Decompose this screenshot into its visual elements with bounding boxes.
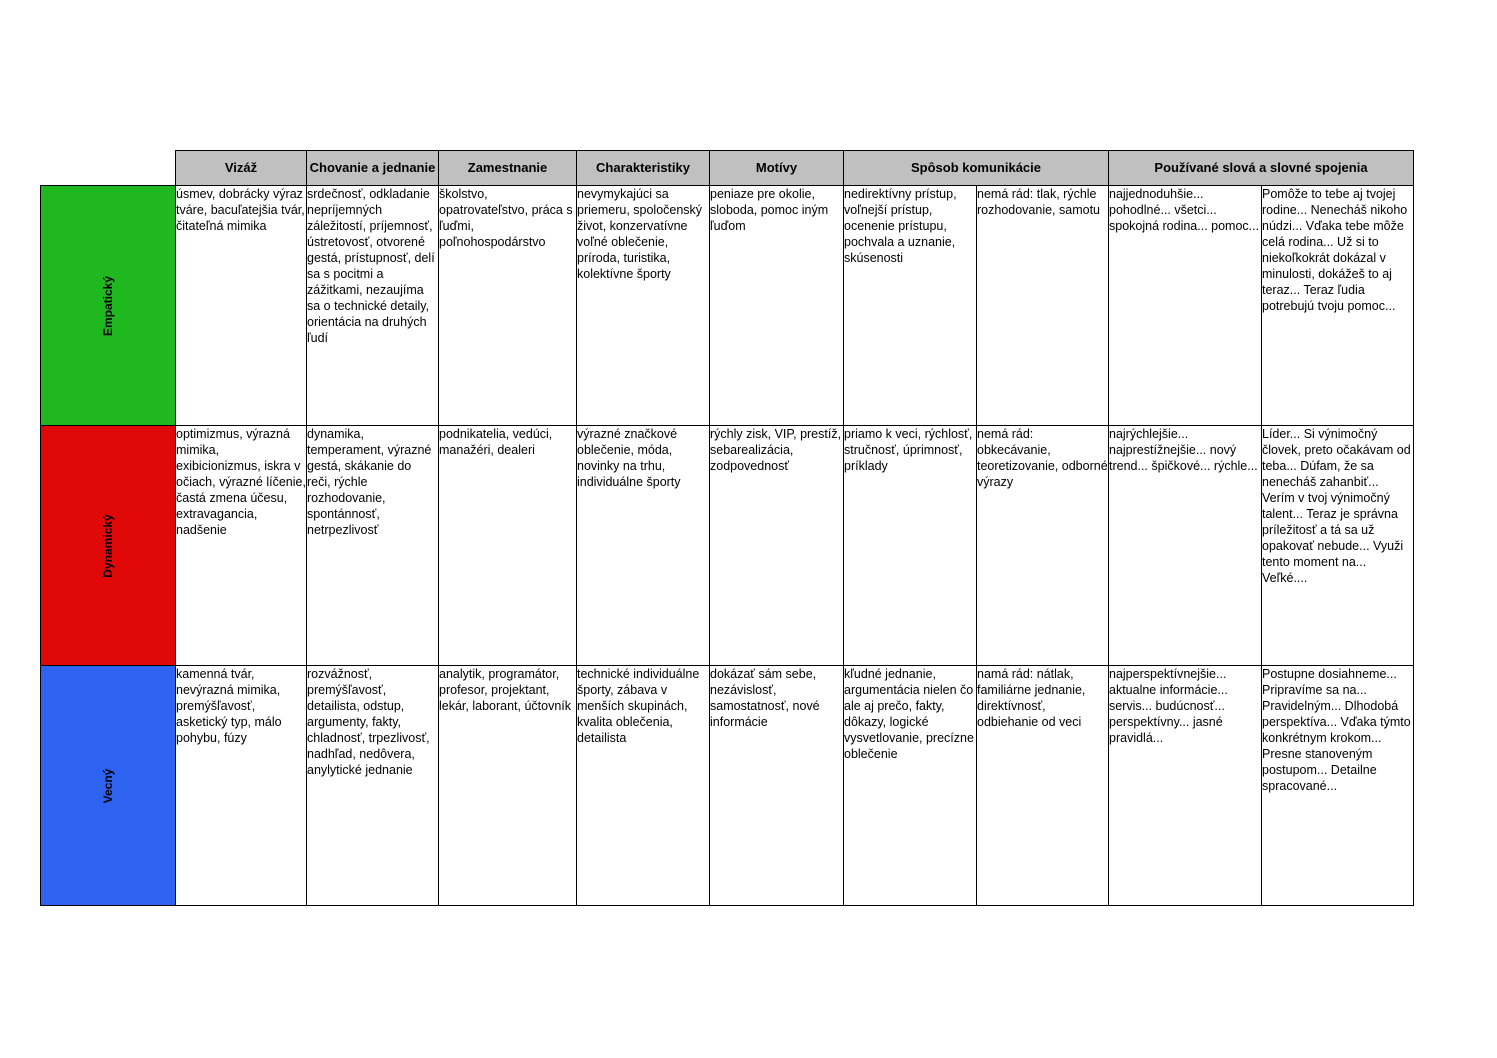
header-motivy: Motívy [710,151,844,186]
header-row [41,151,1414,186]
header-charakteristiky: Charakteristiky [577,151,710,186]
table-cell: technické individuálne športy, zábava v menších skupinách, kvalita oblečenia, detailista [577,666,710,906]
table-cell: Pomôže to tebe aj tvojej rodine... Nenecháš nikoho núdzi... Vďaka tebe môže celá rodina... Už si to niekoľkokrát dokázal v minulosti, dokážeš to aj teraz... Teraz ľudia potrebujú tvoju pomoc... [1262,186,1414,426]
table-cell: priamo k veci, rýchlosť, stručnosť, úprimnosť, príklady [844,426,977,666]
type-label-text: Dynamický [101,513,115,578]
table-cell: úsmev, dobrácky výraz tváre, bacuľatejšia tvár, čitateľná mimika [176,186,307,426]
header-sposob-komunikacie: Spôsob komunikácie [844,151,1109,186]
table-cell: dynamika, temperament, výrazné gestá, skákanie do reči, rýchle rozhodovanie, spontánnosť, netrpezlivosť [307,426,439,666]
header-zamestnanie: Zamestnanie [439,151,577,186]
header-pouzivane-slova: Používané slová a slovné spojenia [1109,151,1414,186]
table-cell: kľudné jednanie, argumentácia nielen čo ale aj prečo, fakty, dôkazy, logické vysvetlovanie, precízne oblečenie [844,666,977,906]
table-cell: nevymykajúci sa priemeru, spoločenský život, konzervatívne voľné oblečenie, príroda, turistika, kolektívne športy [577,186,710,426]
type-label-empaticky [41,186,176,426]
table-cell: najperspektívnejšie... aktualne informácie... servis... budúcnosť... perspektívny... jasné pravidlá... [1109,666,1262,906]
header-vizaz: Vizáž [176,151,307,186]
type-label-text: Vecný [101,768,115,803]
table-row [41,426,1414,666]
table-cell: nedirektívny prístup, voľnejší prístup, ocenenie prístupu, pochvala a uznanie, skúsenosti [844,186,977,426]
table-cell: peniaze pre okolie, sloboda, pomoc iným ľuďom [710,186,844,426]
type-label-text: Empatický [101,275,115,336]
table-cell: nemá rád: obkecávanie, teoretizovanie, odborné výrazy [977,426,1109,666]
table-cell: výrazné značkové oblečenie, móda, novinky na trhu, individuálne športy [577,426,710,666]
table-cell: rýchly zisk, VIP, prestíž, sebarealizácia, zodpovednosť [710,426,844,666]
table-row [41,666,1414,906]
table-cell: kamenná tvár, nevýrazná mimika, premýšľavosť, asketický typ, málo pohybu, fúzy [176,666,307,906]
table-cell: analytik, programátor, profesor, projektant, lekár, laborant, účtovník [439,666,577,906]
table-cell: namá rád: nátlak, familiárne jednanie, direktívnosť, odbiehanie od veci [977,666,1109,906]
table-cell: optimizmus, výrazná mimika, exibicionizmus, iskra v očiach, výrazné líčenie, častá zmena účesu, extravagancia, nadšenie [176,426,307,666]
table-cell: školstvo, opatrovateľstvo, práca s ľuďmi, poľnohospodárstvo [439,186,577,426]
personality-types-table [40,150,1414,906]
table-cell: Postupne dosiahneme... Pripravíme sa na... Pravidelným... Dlhodobá perspektíva... Vďaka týmto konkrétnym krokom... Presne stanoveným postupom... Detailne spracované... [1262,666,1414,906]
table-cell: dokázať sám sebe, nezávislosť, samostatnosť, nové informácie [710,666,844,906]
table-cell: najrýchlejšie... najprestížnejšie... nový trend... špičkové... rýchle... [1109,426,1262,666]
header-chovanie: Chovanie a jednanie [307,151,439,186]
type-label-dynamicky [41,426,176,666]
table-row [41,186,1414,426]
table-cell: Líder... Si výnimočný človek, preto očakávam od teba... Dúfam, že sa nenecháš zahanbiť... Verím v tvoj výnimočný talent... Teraz je správna príležitosť a tá sa už opakovať nebude... Využi tento moment na... Veľké.... [1262,426,1414,666]
table-cell: podnikatelia, vedúci, manažéri, dealeri [439,426,577,666]
table-cell: nemá rád: tlak, rýchle rozhodovanie, samotu [977,186,1109,426]
header-corner [41,151,176,186]
type-label-vecny [41,666,176,906]
table-cell: srdečnosť, odkladanie nepríjemných záležitostí, príjemnosť, ústretovosť, otvorené gestá, prístupnosť, delí sa s pocitmi a zážitkami, nezaujíma sa o technické detaily, orientácia na druhých ľudí [307,186,439,426]
table-cell: najjednoduhšie... pohodlné... všetci... spokojná rodina... pomoc... [1109,186,1262,426]
table-cell: rozvážnosť, premýšľavosť, detailista, odstup, argumenty, fakty, chladnosť, trpezlivosť, nadhľad, nedôvera, anylytické jednanie [307,666,439,906]
